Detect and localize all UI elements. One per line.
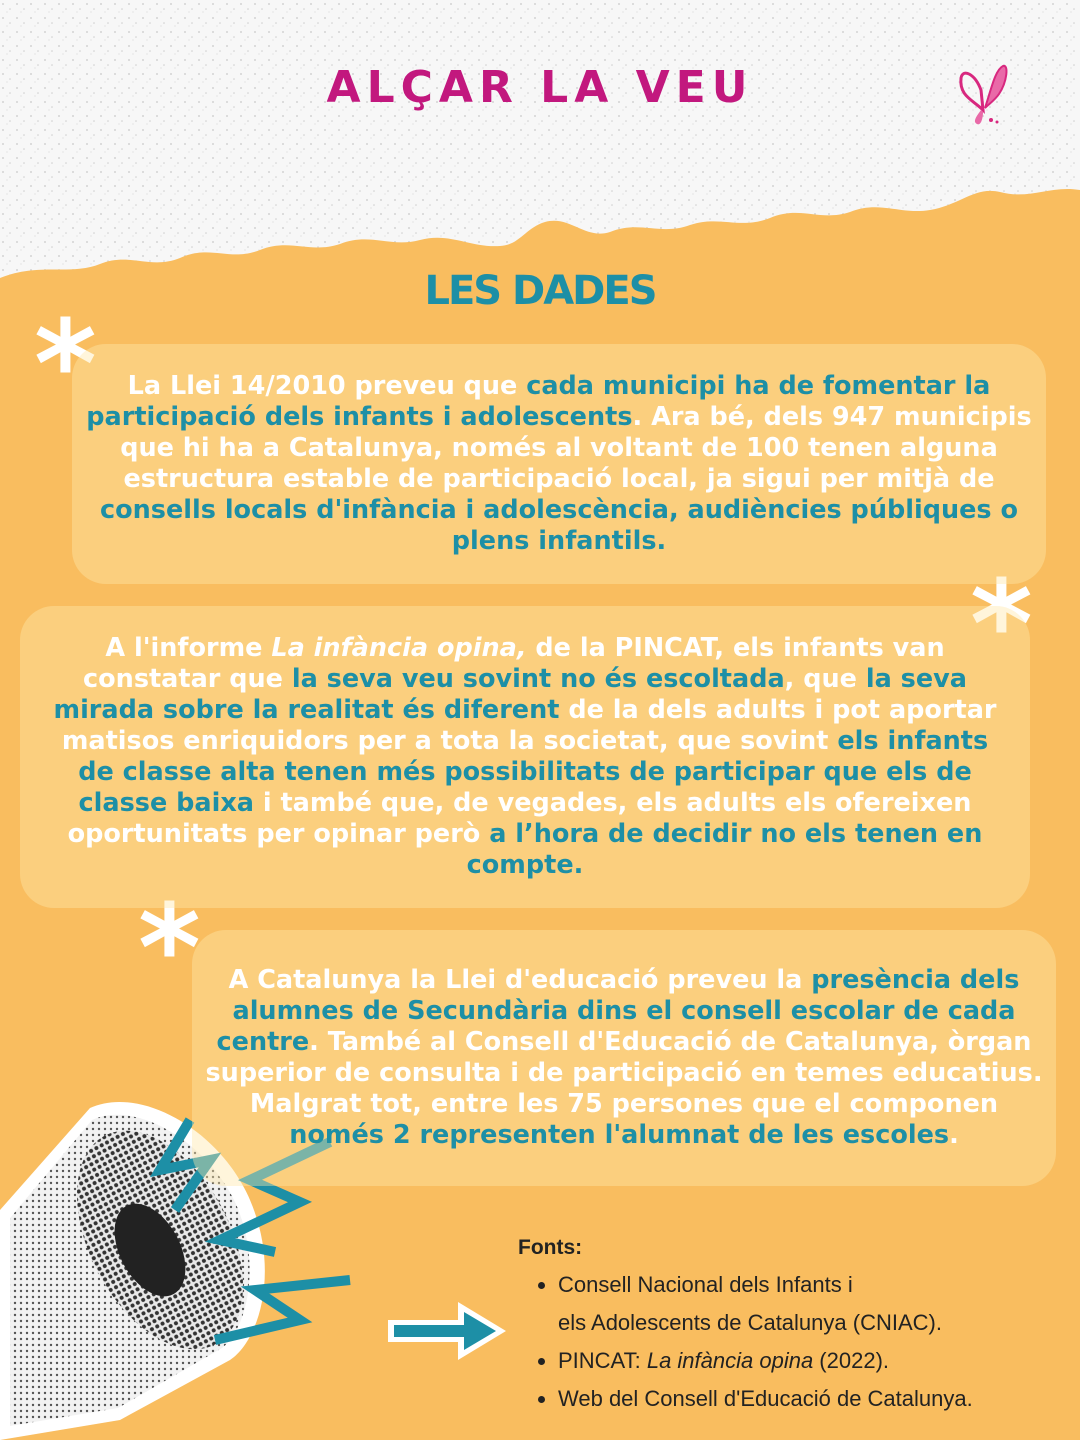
info-box-informe [20, 606, 1030, 908]
asterisk-icon: * [34, 296, 97, 435]
source-item: • PINCAT: La infància opina (2022). [558, 1342, 1068, 1380]
arrow-right-icon [384, 1298, 510, 1364]
info-box-text: La Llei 14/2010 preveu que cada municipi ha de fomentar la participació dels infants i adolescents. Ara bé, dels 947 municipis que hi ha a Catalunya, només al voltant de 100 tenen alguna estructura estable de participació local, ja sigui per mitjà de consells locals d'infància i adolescència, audiències públiques o plens infantils. [86, 371, 1032, 556]
sources-title: Fonts: [518, 1236, 583, 1259]
info-box-educacio [192, 930, 1056, 1186]
source-item: • Consell Nacional dels Infants i els Adolescents de Catalunya (CNIAC). [558, 1266, 1068, 1342]
page-title: ALÇAR LA VEU [326, 62, 754, 113]
butterfly-logo-icon [955, 60, 1011, 128]
info-box-text: A Catalunya la Llei d'educació preveu la presència dels alumnes de Secundària dins el consell escolar de cada centre. També al Consell d'Educació de Catalunya, òrgan superior de consulta i de participació en temes educatius. Malgrat tot, entre les 75 persones que el componen només 2 representen l'alumnat de les escoles. [205, 965, 1043, 1150]
asterisk-icon: * [970, 556, 1033, 695]
sources-list [518, 1236, 1068, 1418]
source-item: • Web del Consell d'Educació de Catalunya. [558, 1380, 1068, 1418]
info-box-text: A l'informe La infància opina, de la PINCAT, els infants van constatar que la seva veu sovint no és escoltada, que la seva mirada sobre la realitat és diferent de la dels adults i pot aportar matisos enriquidors per a tota la societat, que sovint els infants de classe alta tenen més possibilitats de participar que els de classe baixa i també que, de vegades, els adults els ofereixen oportunitats per opinar però a l’hora de decidir no els tenen en compte. [53, 633, 997, 880]
section-heading: LES DADES [424, 268, 656, 314]
asterisk-icon: * [138, 880, 201, 1019]
info-box-municipis [72, 344, 1046, 584]
